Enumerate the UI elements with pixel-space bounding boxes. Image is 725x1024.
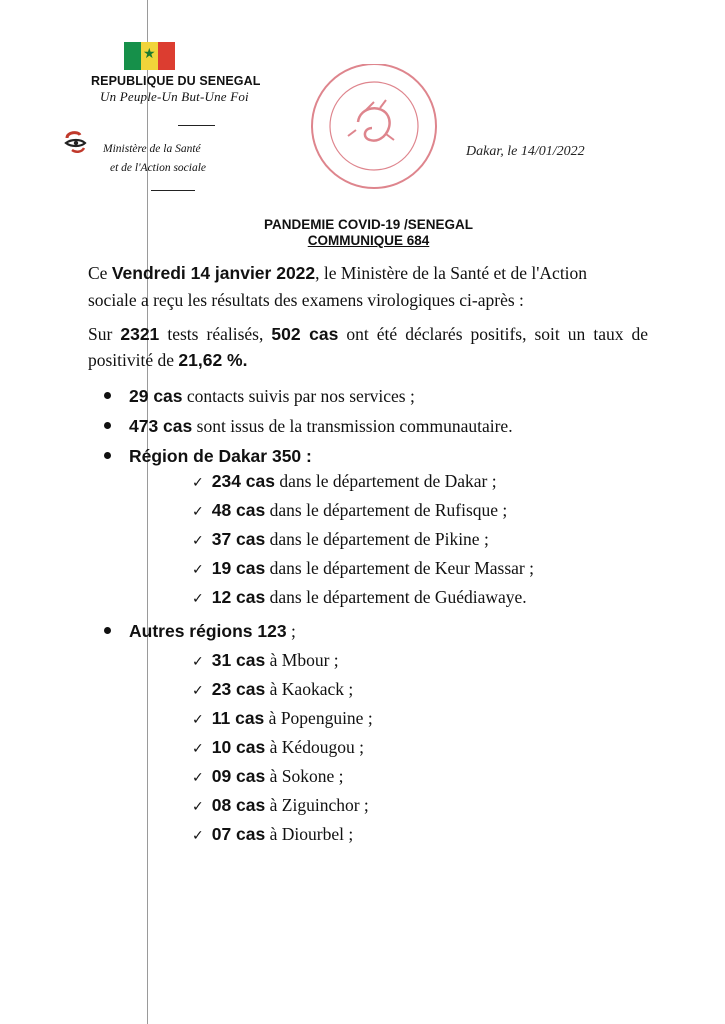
communique-number: COMMUNIQUE 684 [307,233,430,248]
check-icon: ✓ [192,828,204,844]
check-icon: ✓ [192,562,204,578]
list-item: ✓ 09 cas à Sokone ; [192,766,344,786]
list-item: ✓ 31 cas à Mbour ; [192,650,339,670]
other-regions-heading [104,616,296,646]
other-regions-list [192,646,373,849]
check-icon: ✓ [192,654,204,670]
document-title: PANDEMIE COVID-19 /SENEGAL [263,217,474,232]
list-item: ✓ 10 cas à Kédougou ; [192,737,364,757]
list-item: 473 cas sont issus de la transmission communautaire. [104,411,513,441]
bullet-icon [104,452,111,459]
ministry-logo-icon [63,129,89,155]
document-date: Dakar, le 14/01/2022 [466,144,585,159]
bullet-icon [104,627,111,634]
list-item: ✓ 12 cas dans le département de Guédiawaye. [192,587,527,607]
list-item: Autres régions 123 ; [104,616,296,646]
divider [151,190,195,191]
check-icon: ✓ [192,475,204,491]
check-icon: ✓ [192,533,204,549]
ministry-line-1: Ministère de la Santé [103,143,201,155]
positive-count: 502 cas [271,324,339,344]
check-icon: ✓ [192,741,204,757]
check-icon: ✓ [192,683,204,699]
official-stamp-icon [298,64,442,190]
ministry-line-2: et de l'Action sociale [110,162,207,174]
ministry-name [103,140,206,178]
list-item: ✓ 19 cas dans le département de Keur Massar ; [192,558,534,578]
report-date: Vendredi 14 janvier 2022 [111,263,316,283]
check-icon: ✓ [192,504,204,520]
senegal-flag-icon: ★ [124,42,175,70]
case-breakdown-list [104,381,513,471]
list-item: ✓ 11 cas à Popenguine ; [192,708,373,728]
country-name: REPUBLIQUE DU SENEGAL [91,74,261,88]
bullet-icon [104,422,111,429]
list-item: ✓ 37 cas dans le département de Pikine ; [192,529,489,549]
national-motto: Un Peuple-Un But-Une Foi [100,89,249,104]
check-icon: ✓ [192,770,204,786]
tests-count: 2321 [120,324,160,344]
intro-paragraph: Ce Vendredi 14 janvier 2022, le Ministère de la Santé et de l'Action sociale a reçu les résultats des examens virologiques ci-après : [88,263,588,310]
divider [178,125,215,126]
list-item: ✓ 08 cas à Ziguinchor ; [192,795,369,815]
list-item: ✓ 234 cas dans le département de Dakar ; [192,471,497,491]
list-item: 29 cas contacts suivis par nos services ; [104,381,513,411]
list-item: Région de Dakar 350 : [104,441,513,471]
list-item: ✓ 23 cas à Kaokack ; [192,679,354,699]
dakar-departments-list [192,467,534,612]
list-item: ✓ 07 cas à Diourbel ; [192,824,354,844]
check-icon: ✓ [192,799,204,815]
check-icon: ✓ [192,591,204,607]
bullet-icon [104,392,111,399]
summary-paragraph: Sur 2321 tests réalisés, 502 cas ont été déclarés positifs, soit un taux de positivité de 21,62 %. [88,324,649,370]
check-icon: ✓ [192,712,204,728]
positivity-rate: 21,62 %. [178,350,248,370]
list-item: ✓ 48 cas dans le département de Rufisque ; [192,500,508,520]
